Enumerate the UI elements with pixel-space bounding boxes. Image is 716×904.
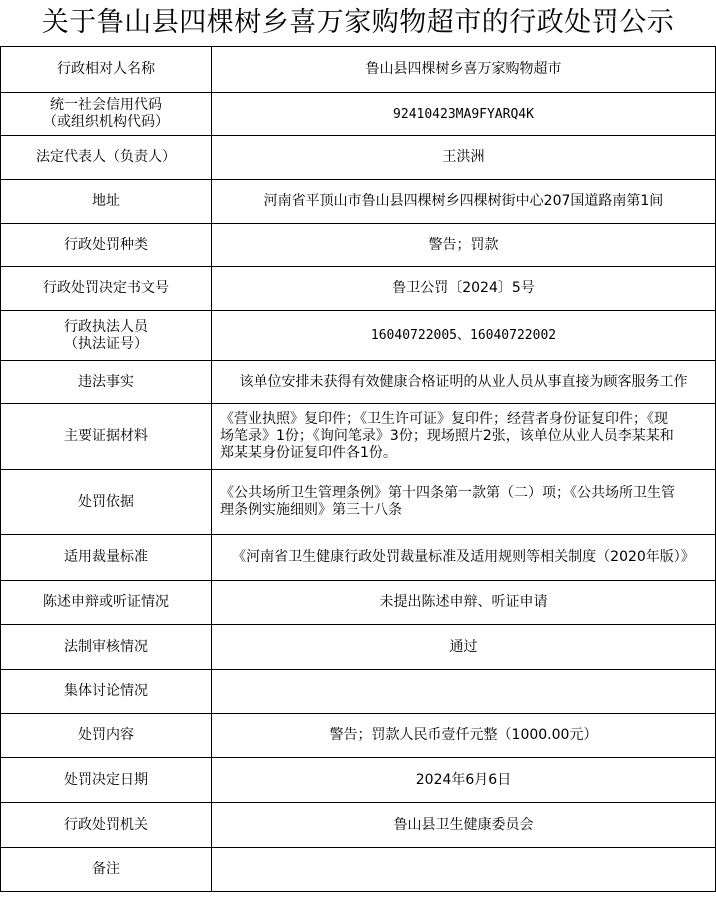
- row-value: [212, 581, 716, 625]
- row-label: [1, 714, 212, 758]
- row-value: [212, 93, 716, 136]
- page-title: 关于鲁山县四棵树乡喜万家购物超市的行政处罚公示: [41, 7, 675, 38]
- row-label-line: 备注: [92, 861, 120, 877]
- row-label: [1, 180, 212, 224]
- row-value-line: 理条例实施细则》第三十八条: [220, 502, 402, 518]
- row-label-line: 行政处罚种类: [64, 236, 148, 253]
- row-value-line: 郑某某身份证复印件各1份。: [220, 445, 397, 461]
- row-label: [1, 758, 212, 803]
- row-label-line: 地址: [92, 193, 120, 209]
- row-label: [1, 136, 212, 180]
- row-value: [212, 136, 716, 180]
- row-label-line: 行政相对人名称: [57, 61, 155, 77]
- table-row: [1, 535, 716, 581]
- row-value: [212, 535, 716, 581]
- row-label: [1, 625, 212, 670]
- row-label-line: （或组织机构代码）: [43, 114, 169, 130]
- row-value: [212, 311, 716, 361]
- row-value: [212, 224, 716, 267]
- row-value: [212, 267, 716, 311]
- row-value-line: 2024年6月6日: [415, 771, 512, 788]
- table-row: [1, 758, 716, 803]
- row-label: [1, 267, 212, 311]
- row-label-line: 处罚决定日期: [64, 771, 148, 788]
- row-label: [1, 93, 212, 136]
- table-row: [1, 670, 716, 714]
- row-value-line: 《河南省卫生健康行政处罚裁量标准及适用规则等相关制度（2020年版）》: [232, 549, 695, 565]
- table-row: [1, 47, 716, 93]
- row-label: [1, 224, 212, 267]
- row-value: [212, 758, 716, 803]
- row-label-line: 法制审核情况: [64, 638, 148, 655]
- row-label-line: 行政执法人员: [64, 318, 148, 335]
- table-row: [1, 180, 716, 224]
- row-value-line: 未提出陈述申辩、听证申请: [379, 594, 548, 610]
- penalty-table: [0, 46, 716, 892]
- table-row: [1, 803, 716, 848]
- row-label: [1, 803, 212, 848]
- table-row: [1, 93, 716, 136]
- row-value: [212, 803, 716, 848]
- row-label: [1, 311, 212, 361]
- row-label-line: 法定代表人（负责人）: [36, 149, 176, 165]
- table-row: [1, 361, 716, 404]
- table-row: [1, 311, 716, 361]
- row-label-line: 主要证据材料: [64, 428, 148, 444]
- row-label: [1, 361, 212, 404]
- row-label-line: 适用裁量标准: [64, 549, 148, 565]
- row-value-line: 场笔录》1份；《询问笔录》3份；现场照片2张，该单位从业人员李某某和: [220, 428, 674, 444]
- row-value-line: 鲁山县卫生健康委员会: [393, 816, 534, 833]
- row-label-line: 违法事实: [78, 373, 134, 390]
- row-value-line: 王洪洲: [442, 149, 485, 165]
- row-value-line: 通过: [449, 638, 478, 655]
- row-value-line: 该单位安排未获得有效健康合格证明的从业人员从事直接为顾客服务工作: [239, 373, 688, 390]
- penalty-table-body: [1, 47, 716, 892]
- table-row: [1, 404, 716, 470]
- row-value-line: 警告；罚款人民币壹仟元整（1000.00元）: [329, 727, 598, 743]
- row-label-line: 统一社会信用代码: [50, 97, 162, 113]
- table-row: [1, 136, 716, 180]
- row-value-line: 鲁山县四棵树乡喜万家购物超市: [365, 61, 562, 77]
- row-label: [1, 404, 212, 470]
- row-label: [1, 581, 212, 625]
- row-value: [212, 670, 716, 714]
- row-label-line: 处罚内容: [78, 727, 134, 743]
- row-value: [212, 625, 716, 670]
- row-value-line: 警告；罚款: [428, 236, 499, 253]
- row-label-line: 陈述申辩或听证情况: [43, 594, 169, 610]
- table-row: [1, 581, 716, 625]
- table-row: [1, 470, 716, 535]
- row-label: [1, 470, 212, 535]
- row-value: [212, 714, 716, 758]
- row-label-line: 集体讨论情况: [64, 683, 148, 699]
- row-label-line: 处罚依据: [78, 493, 134, 510]
- row-label: [1, 47, 212, 93]
- row-label-line: 行政处罚决定书文号: [43, 280, 169, 296]
- row-label: [1, 670, 212, 714]
- table-row: [1, 224, 716, 267]
- row-label-line: （执法证号）: [64, 335, 148, 352]
- row-value: [212, 404, 716, 470]
- row-value: [212, 180, 716, 224]
- row-value-line: 河南省平顶山市鲁山县四棵树乡四棵树街中心207国道路南第1间: [263, 193, 664, 209]
- row-label: [1, 848, 212, 892]
- row-value: [212, 470, 716, 535]
- row-label: [1, 535, 212, 581]
- table-row: [1, 714, 716, 758]
- row-label-line: 行政处罚机关: [64, 816, 148, 833]
- row-value: [212, 47, 716, 93]
- row-value-line: 鲁卫公罚〔2024〕5号: [392, 280, 535, 296]
- table-row: [1, 625, 716, 670]
- row-value-line: 《公共场所卫生管理条例》第十四条第一款第（二）项；《公共场所卫生管: [220, 485, 675, 501]
- row-value-line: 92410423MA9FYARQ4K: [393, 106, 534, 122]
- row-value: [212, 848, 716, 892]
- row-value: [212, 361, 716, 404]
- row-value-line: 16040722005、16040722002: [370, 328, 557, 343]
- table-row: [1, 267, 716, 311]
- row-value-line: 《营业执照》复印件；《卫生许可证》复印件；经营者身份证复印件；《现: [220, 411, 668, 427]
- table-row: [1, 848, 716, 892]
